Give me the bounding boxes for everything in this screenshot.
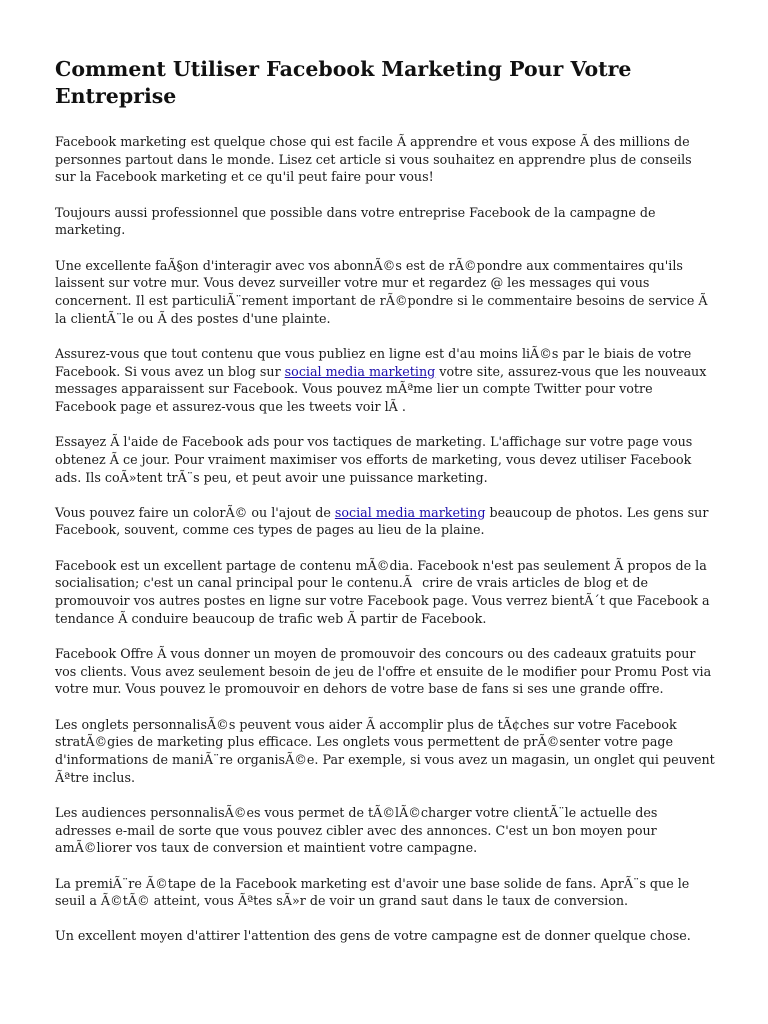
paragraph-text: beaucoup de photos. Les gens sur Facebook, souvent, comme ces types de pages au lieu de la plaine. (55, 504, 709, 538)
paragraph-text: Toujours aussi professionnel que possible dans votre entreprise Facebook de la campagne de marketing. (55, 204, 656, 238)
paragraph-text: Essayez Ã l'aide de Facebook ads pour vos tactiques de marketing. L'affichage sur votre page vous obtenez Ã ce jour. Pour vraiment maximiser vos efforts de marketing, vous devez utiliser Facebook ads. Ils coÃ»tent trÃ¨s peu, et peut avoir une puissance marketing. (55, 434, 693, 485)
paragraph (55, 927, 715, 945)
paragraph-text: votre site, assurez-vous que les nouveaux messages apparaissent sur Facebook. Vous pouvez mÃªme lier un compte Twitter pour votre Facebook page et assurez-vous que les tweets voir lÃ . (55, 363, 707, 414)
document-title: Comment Utiliser Facebook Marketing Pour Votre Entreprise (55, 57, 632, 108)
paragraph-text: Les onglets personnalisÃ©s peuvent vous aider Ã accomplir plus de tÃ¢ches sur votre Facebook stratÃ©gies de marketing plus efficace. Les onglets vous permettent de prÃ©senter votre page d'informations de maniÃ¨re organisÃ©e. Par exemple, si vous avez un magasin, un onglet qui peuvent Ãªtre inclus. (55, 716, 715, 785)
document-body (55, 133, 715, 945)
paragraph (55, 133, 715, 186)
paragraph (55, 257, 715, 328)
paragraph (55, 557, 715, 628)
paragraph-text: Facebook Offre Ã vous donner un moyen de promouvoir des concours ou des cadeaux gratuits pour vos clients. Vous avez seulement besoin de jeu de l'offre et ensuite de le modifier pour Promu Post via votre mur. Vous pouvez le promouvoir en dehors de votre base de fans si ses une grande offre. (55, 645, 712, 697)
paragraph-text: Vous pouvez faire un colorÃ© ou l'ajout de (55, 504, 335, 520)
paragraph (55, 875, 715, 910)
paragraph (55, 645, 715, 698)
paragraph (55, 804, 715, 857)
paragraph-text: Un excellent moyen d'attirer l'attention des gens de votre campagne est de donner quelque chose. (55, 928, 691, 944)
paragraph-text: La premiÃ¨re Ã©tape de la Facebook marketing est d'avoir une base solide de fans. AprÃ¨s que le seuil a Ã©tÃ© atteint, vous Ãªtes sÃ»r de voir un grand saut dans le taux de conversion. (55, 875, 690, 909)
document-page (55, 56, 715, 963)
paragraph (55, 345, 715, 416)
inline-link[interactable]: social media marketing (334, 504, 486, 520)
paragraph-text: Les audiences personnalisÃ©es vous permet de tÃ©lÃ©charger votre clientÃ¨le actuelle des adresses e-mail de sorte que vous pouvez cibler avec des annonces. C'est un bon moyen pour amÃ©liorer vos taux de conversion et maintient votre campagne. (55, 804, 658, 856)
paragraph (55, 716, 715, 787)
paragraph-text: Assurez-vous que tout contenu que vous publiez en ligne est d'au moins liÃ©s par le biais de votre Facebook. Si vous avez un blog sur (55, 345, 692, 379)
paragraph-text: Facebook marketing est quelque chose qui est facile Ã apprendre et vous expose Ã des millions de personnes partout dans le monde. Lisez cet article si vous souhaitez en apprendre plus de conseils sur la Facebook marketing et ce qu'il peut faire pour vous! (55, 134, 692, 185)
inline-link[interactable]: social media marketing (284, 363, 436, 379)
paragraph (55, 504, 715, 539)
paragraph-text: Facebook est un excellent partage de contenu mÃ©dia. Facebook n'est pas seulement Ã propos de la socialisation; c'est un canal principal pour le contenu.Ãcrire de vrais articles de blog et de promouvoir vos autres postes en ligne sur votre Facebook page. Vous verrez bientÃ´t que Facebook a tendance Ã conduire beaucoup de trafic web Ã partir de Facebook. (55, 557, 710, 626)
paragraph (55, 433, 715, 486)
paragraph (55, 204, 715, 239)
paragraph-text: Une excellente faÃ§on d'interagir avec vos abonnÃ©s est de rÃ©pondre aux commentaires qu'ils laissent sur votre mur. Vous devez surveiller votre mur et regardez @ les messages qui vous concernent. Il est particuliÃ¨rement important de rÃ©pondre si le commentaire besoins de service Ã la clientÃ¨le ou Ã des postes d'une plainte. (55, 257, 708, 326)
